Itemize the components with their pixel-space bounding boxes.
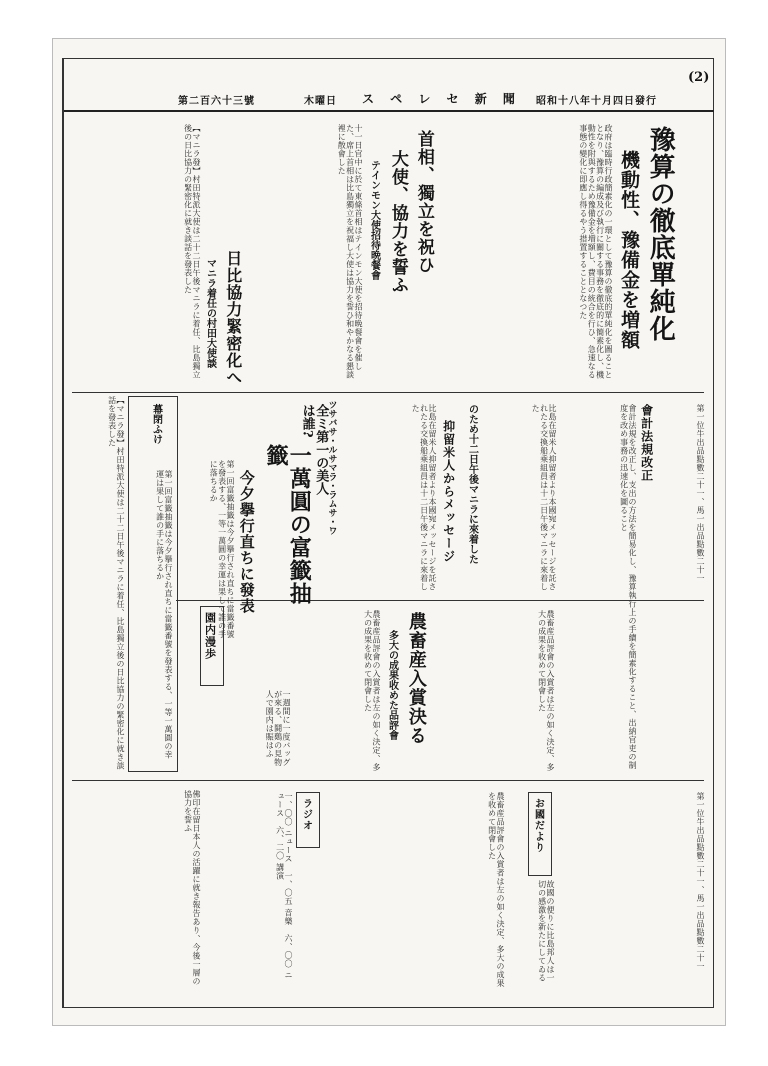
- farm-body-cont: 農畜産品評會の入賞者は左の如く決定、多大の成果を收めて閉會した: [363, 610, 381, 772]
- hibi-subhead: マニラ着任の村田大使談: [204, 258, 216, 368]
- premier-headline: 首相、獨立を祝ひ: [413, 130, 434, 274]
- masthead-issue: 第二百六十三號: [178, 96, 255, 107]
- section-divider: [72, 780, 704, 781]
- budget-headline: 豫算の徹底單純化: [645, 126, 676, 342]
- masthead-paper-name: ス ペ レ セ 新 聞: [362, 92, 521, 106]
- lottery-kicker: ツサバサ・ルサマラ・ラムサ・ワ: [326, 400, 337, 535]
- letter-body: 故國の便りに比島邦人は一切の感激を新たにしてゐる: [537, 880, 555, 982]
- right-bottom-body: 第一位牛出品點數二十一、馬一出品點數二十一: [696, 792, 705, 971]
- left-column-body: 【マニラ發】村田特派大使は二十二日午後マニラに着任、比島獨立後の日比協力の緊密化に就き談話を發表した: [107, 396, 125, 770]
- section-divider: [72, 392, 704, 393]
- garden-body: 一週間に一度バッグが來る、鬪鷄の見物人で園内は賑はふ: [265, 690, 291, 767]
- bottom-body: 佛印在留日本人の活躍に就き報告あり、今後一層の協力を誓ふ: [183, 790, 201, 986]
- accounts-body: 會計法規を改正し、支出の方法を簡易化し、豫算執行上の手續を簡素化すること、出納官吏の制度を改め事務の迅速化を圖ること: [619, 404, 637, 770]
- page-edge: [62, 58, 64, 1008]
- rice-body: 比島在留米人抑留者より本國宛メッセージを託されたる交換船乘組員は十二日午後マニラに來着した: [411, 404, 437, 591]
- rice-kicker: のため十二日午後マニラに來着した: [466, 404, 478, 564]
- farm-headline: 農畜産入賞決る: [405, 612, 427, 745]
- ad-title: 幕閉ふけ: [150, 404, 162, 444]
- radio-headline: ラジオ: [300, 798, 312, 831]
- radio-body: 一、〇〇 ニュース 一、〇五 音樂 六、〇〇 ニュース 六、二〇 講演: [275, 792, 293, 980]
- page-number: (2): [688, 70, 710, 85]
- masthead-date: 昭和十八年十月四日發行: [536, 96, 657, 107]
- masthead: [62, 88, 714, 112]
- premier-body: 十一日官中に於て東條首相はテインモン大使を招待晩餐會を催した、席上首相は比島獨立を祝福し大使は協力を誓ひ和やかなる懇談裡に散會した: [337, 124, 363, 379]
- ad-body: 第一回富籤抽籤は今夕擧行され直ちに當籤番號を發表する、一等一萬圓の幸運は果して誰の手に落ちるか: [155, 470, 173, 759]
- letter-headline: お國だより: [532, 798, 544, 853]
- masthead-weekday: 木曜日: [304, 96, 337, 107]
- lottery-headline: 一萬圓の富籤抽籤: [263, 444, 313, 605]
- farm-subhead: 多大の成果收めた品評會: [386, 630, 398, 740]
- budget-subhead: 機動性、豫備金を増額: [617, 150, 640, 350]
- lottery-body: 第一回富籤抽籤は今夕擧行され直ちに當籤番號を發表する、一等一萬圓の幸運は果して誰の手に落ちるか: [209, 460, 235, 639]
- farm-body: 農畜産品評會の入賞者は左の如く決定、多大の成果を收めて閉會した: [537, 610, 555, 772]
- accounts-headline: 會計法規改正: [639, 404, 654, 482]
- premier-subhead: 大使、協力を誓ふ: [387, 150, 408, 294]
- hibi-headline: 日比協力緊密化へ: [223, 250, 243, 386]
- lottery-subhead: 今夕擧行直ちに發表: [237, 470, 256, 614]
- right-edge-body: 第一位牛出品點數二十一、馬一出品點數二十一: [696, 404, 705, 583]
- farm-bottom-body: 農畜産品評會の入賞者は左の如く決定、多大の成果を收めて閉會した: [487, 792, 505, 988]
- rice-headline: 抑留米人からメッセージ: [441, 420, 456, 563]
- premier-kicker: テインモン大使招待晩餐會: [368, 160, 380, 280]
- lottery-aside: 全ミ第一の美人は誰?: [299, 404, 329, 495]
- budget-body: 政府は臨時行政簡素化の一環として豫算の徹底的單純化を圖ることとなり、豫算の編成及び執行に關する事務を徹底的に簡素化し、機動性を附與するため豫備金を増額し、費目の統合を行ひ、急速なる事態の變化に即應し得るやう措置することとなつた: [578, 124, 613, 379]
- rice-body-cont: 比島在留米人抑留者より本國宛メッセージを託されたる交換船乘組員は十二日午後マニラに來着した: [531, 404, 557, 591]
- garden-headline: 園内漫歩: [203, 612, 217, 660]
- hibi-body: 【マニラ發】村田特派大使は二十二日午後マニラに着任、比島獨立後の日比協力の緊密化に就き談話を發表した: [183, 124, 201, 379]
